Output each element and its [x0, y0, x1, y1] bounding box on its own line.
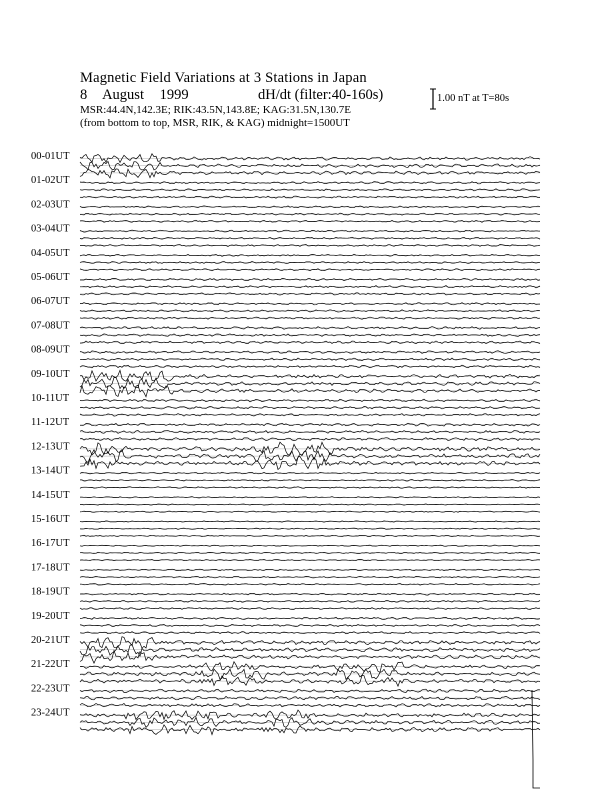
row-label: 09-10UT [31, 368, 70, 380]
plot-title: Magnetic Field Variations at 3 Stations in Japan [80, 70, 367, 86]
trace-kag [80, 169, 540, 178]
trace-rik [80, 669, 540, 679]
row-label: 21-22UT [31, 659, 70, 671]
row-label: 02-03UT [31, 199, 70, 211]
trace-rik [80, 504, 540, 505]
row-label: 16-17UT [31, 538, 70, 550]
trace-kag [80, 457, 540, 470]
row-label: 00-01UT [31, 151, 70, 162]
date-line: 8 August 1999 [80, 87, 189, 103]
stations-line: MSR:44.4N,142.3E; RIK:43.5N,143.8E; KAG:31.5N,130.7E [80, 104, 352, 116]
trace-msr [80, 442, 540, 455]
trace-msr [80, 154, 540, 163]
row-label: 18-19UT [31, 586, 70, 598]
row-label: 08-09UT [31, 344, 70, 356]
trace-kag [80, 487, 540, 489]
scale-label: 1.00 nT at T=80s [437, 93, 510, 104]
row-label: 03-04UT [31, 223, 70, 235]
row-label: 15-16UT [31, 514, 70, 525]
order-line: (from bottom to top, MSR, RIK, & KAG) midnight=1500UT [80, 117, 350, 129]
row-label: 20-21UT [31, 635, 70, 646]
row-label: 14-15UT [31, 489, 70, 501]
row-label: 06-07UT [31, 296, 70, 308]
trace-kag [80, 385, 540, 397]
row-label: 10-11UT [31, 393, 70, 404]
trace-kag [80, 725, 540, 735]
trace-msr [80, 521, 540, 522]
trace-msr [80, 710, 540, 720]
trace-msr [80, 662, 540, 673]
row-label: 13-14UT [31, 465, 70, 477]
trace-msr [80, 593, 540, 595]
trace-rik [80, 450, 540, 463]
row-label: 01-02UT [31, 175, 70, 187]
trace-kag [80, 676, 540, 687]
trace-spike [532, 690, 540, 788]
quantity-line: dH/dt (filter:40-160s) [258, 87, 384, 103]
row-label: 07-08UT [31, 320, 70, 332]
row-label: 23-24UT [31, 707, 70, 719]
trace-kag [80, 341, 540, 344]
row-label: 04-05UT [31, 247, 70, 259]
trace-msr [80, 472, 540, 474]
row-label: 17-18UT [31, 562, 70, 574]
trace-rik [80, 378, 540, 389]
row-label: 12-13UT [31, 441, 70, 453]
trace-rik [80, 624, 540, 626]
trace-kag [80, 560, 540, 561]
trace-msr [80, 370, 540, 381]
trace-rik [80, 213, 540, 215]
trace-rik [80, 576, 540, 578]
row-label: 11-12UT [31, 417, 70, 429]
row-label: 22-23UT [31, 683, 70, 695]
trace-rik [80, 644, 540, 656]
trace-kag [80, 317, 540, 319]
row-label: 05-06UT [31, 272, 70, 283]
row-label: 19-20UT [31, 610, 70, 622]
